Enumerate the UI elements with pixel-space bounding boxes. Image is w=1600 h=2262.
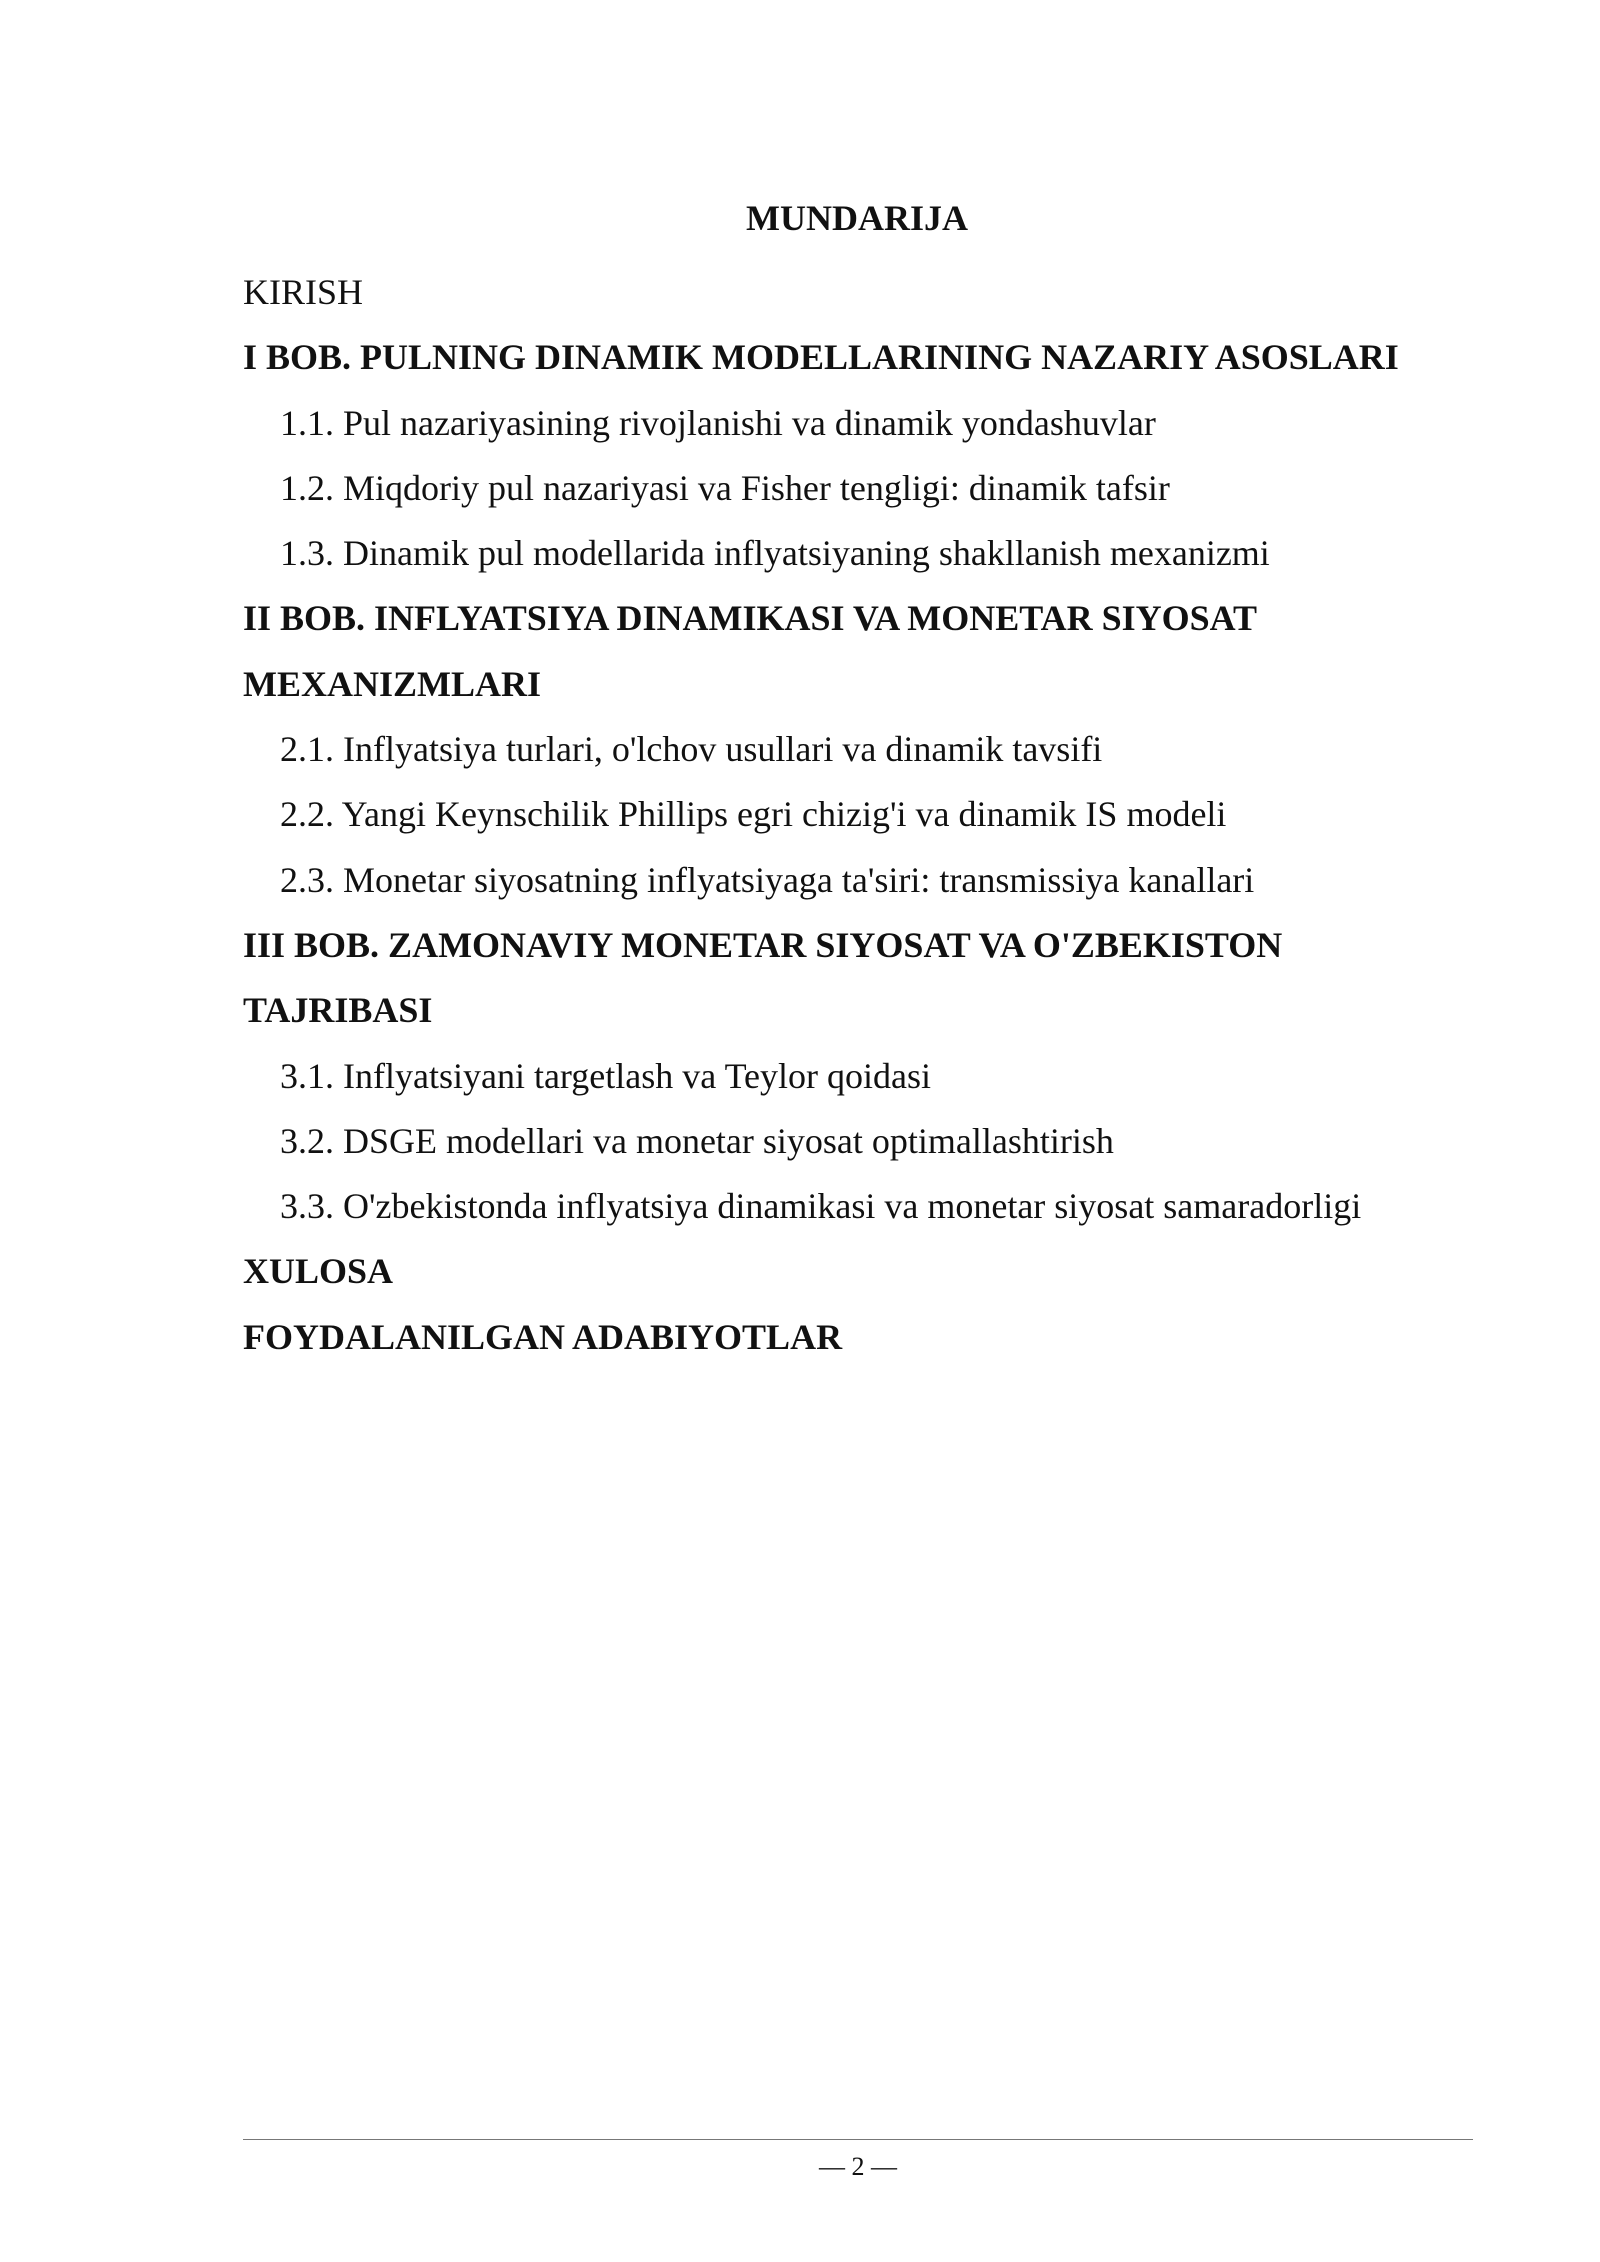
toc-section-2-1: 2.1. Inflyatsiya turlari, o'lchov usullari va dinamik tavsifi bbox=[280, 729, 1103, 770]
toc-chapter-3-line-2: TAJRIBASI bbox=[243, 990, 433, 1031]
footer-divider bbox=[243, 2139, 1473, 2140]
toc-section-1-3: 1.3. Dinamik pul modellarida inflyatsiyaning shakllanish mexanizmi bbox=[280, 533, 1270, 574]
toc-entry-xulosa: XULOSA bbox=[243, 1251, 394, 1292]
toc-section-1-2: 1.2. Miqdoriy pul nazariyasi va Fisher tengligi: dinamik tafsir bbox=[280, 467, 1170, 508]
toc-section-2-3: 2.3. Monetar siyosatning inflyatsiyaga ta'siri: transmissiya kanallari bbox=[280, 859, 1255, 900]
toc-chapter-3-line-1: III BOB. ZAMONAVIY MONETAR SIYOSAT VA O'ZBEKISTON bbox=[243, 924, 1283, 965]
page-title: MUNDARIJA bbox=[746, 198, 968, 238]
toc-section-3-2: 3.2. DSGE modellari va monetar siyosat optimallashtirish bbox=[280, 1120, 1114, 1161]
toc-entry-kirish: KIRISH bbox=[243, 272, 364, 312]
toc-section-2-2: 2.2. Yangi Keynschilik Phillips egri chizig'i va dinamik IS modeli bbox=[280, 794, 1227, 835]
table-of-contents bbox=[243, 260, 1503, 1370]
toc-section-3-1: 3.1. Inflyatsiyani targetlash va Teylor qoidasi bbox=[280, 1055, 932, 1096]
toc-entry-adabiyotlar: FOYDALANILGAN ADABIYOTLAR bbox=[243, 1316, 843, 1357]
toc-chapter-1: I BOB. PULNING DINAMIK MODELLARINING NAZARIY ASOSLARI bbox=[243, 337, 1399, 378]
toc-chapter-2-line-1: II BOB. INFLYATSIYA DINAMIKASI VA MONETAR SIYOSAT bbox=[243, 598, 1257, 639]
toc-section-1-1: 1.1. Pul nazariyasining rivojlanishi va dinamik yondashuvlar bbox=[280, 402, 1156, 443]
toc-section-3-3: 3.3. O'zbekistonda inflyatsiya dinamikasi va monetar siyosat samaradorligi bbox=[280, 1186, 1362, 1227]
toc-chapter-2-line-2: MEXANIZMLARI bbox=[243, 663, 542, 704]
page-number: — 2 — bbox=[819, 2152, 897, 2181]
